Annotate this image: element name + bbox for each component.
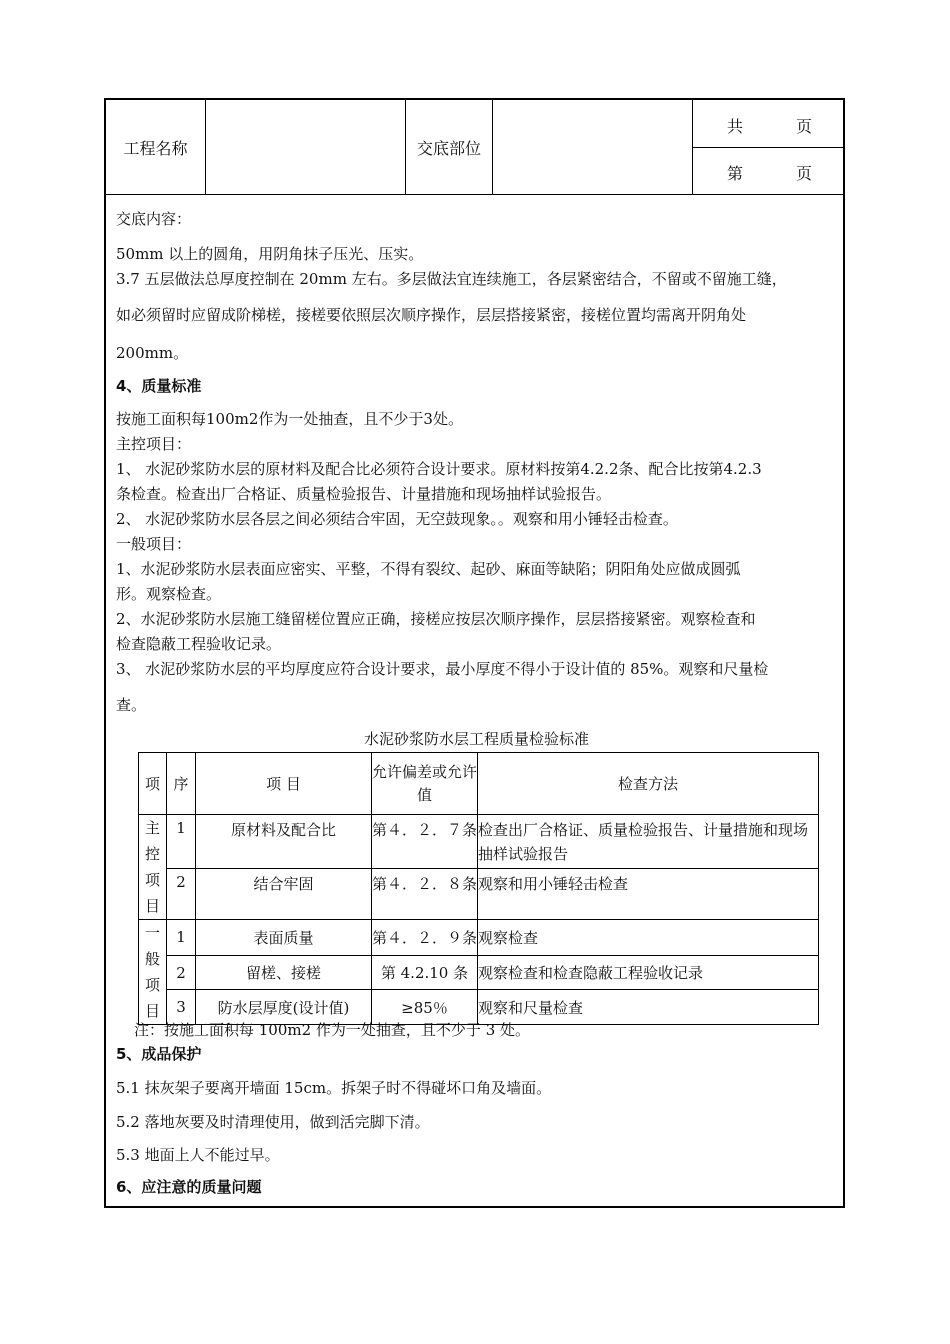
- section4-line: 按施工面积每100m2作为一处抽查，且不少于3处。: [116, 410, 463, 428]
- disclosure-position-label: 交底部位: [406, 100, 493, 194]
- row-tolerance: 第 4.2.10 条: [372, 955, 478, 990]
- section5-line: 5.2 落地灰要及时清理使用，做到活完脚下清。: [116, 1113, 430, 1131]
- section4-line: 一般项目：: [116, 535, 192, 553]
- section4-line: 2、水泥砂浆防水层施工缝留槎位置应正确，接槎应按层次顺序操作，层层搭接紧密。观察检查和: [116, 610, 756, 628]
- section5-line: 5.3 地面上人不能过早。: [116, 1146, 280, 1164]
- table-row: [139, 920, 819, 956]
- section4-line: 3、 水泥砂浆防水层的平均厚度应符合设计要求，最小厚度不得小于设计值的 85%。观察和尺量检: [116, 660, 769, 678]
- section4-line: 查。: [116, 696, 147, 714]
- row-seq: 2: [167, 868, 196, 919]
- row-method: 检查出厂合格证、质量检验报告、计量措施和现场抽样试验报告: [478, 815, 819, 869]
- section6-title: 6、应注意的质量问题: [116, 1178, 262, 1196]
- row-seq: 2: [167, 955, 196, 990]
- category-general: 一般项目: [139, 920, 167, 1025]
- table-row: [139, 868, 819, 919]
- row-seq: 3: [167, 990, 196, 1025]
- header-method: 检查方法: [478, 753, 819, 815]
- header-seq: 序: [167, 753, 196, 815]
- row-method: 观察检查: [478, 920, 819, 956]
- page-number-suffix: 页: [796, 164, 813, 183]
- section4-line: 2、 水泥砂浆防水层各层之间必须结合牢固，无空鼓现象。。观察和用小锤轻击检查。: [116, 510, 678, 528]
- page-number-cell: [693, 147, 843, 194]
- header-tolerance: 允许偏差或允许值: [372, 753, 478, 815]
- row-tolerance: 第４．２．８条: [372, 868, 478, 919]
- body-line: 50mm 以上的圆角，用阴角抹子压光、压实。: [116, 245, 424, 263]
- row-method: 观察和尺量检查: [478, 990, 819, 1025]
- row-tolerance: 第４．２．７条: [372, 815, 478, 869]
- quality-table-title: 水泥砂浆防水层工程质量检验标准: [363, 730, 589, 748]
- total-pages-cell: [693, 100, 843, 148]
- section5-line: 5.1 抹灰架子要离开墙面 15cm。拆架子时不得碰坏口角及墙面。: [116, 1079, 552, 1097]
- row-method: 观察检查和检查隐蔽工程验收记录: [478, 955, 819, 990]
- section4-line: 形。观察检查。: [116, 585, 222, 603]
- body-line: 3.7 五层做法总厚度控制在 20mm 左右。多层做法宜连续施工，各层紧密结合，不留或不留施工缝，: [116, 270, 787, 288]
- row-item: 防水层厚度(设计值): [196, 990, 372, 1025]
- table-row: [139, 955, 819, 990]
- table-row: [139, 815, 819, 869]
- row-seq: 1: [167, 920, 196, 956]
- body-line: 200mm。: [116, 344, 189, 362]
- section4-line: 1、 水泥砂浆防水层的原材料及配合比必须符合设计要求。原材料按第4.2.2条、配合比按第4.2.3: [116, 460, 762, 478]
- quality-table: [138, 752, 819, 1025]
- section4-line: 检查隐蔽工程验收记录。: [116, 635, 282, 653]
- intro-label: 交底内容：: [116, 210, 192, 228]
- total-pages-suffix: 页: [796, 117, 813, 136]
- section4-line: 条检查。检查出厂合格证、质量检验报告、计量措施和现场抽样试验报告。: [116, 485, 612, 503]
- section4-line: 1、水泥砂浆防水层表面应密实、平整，不得有裂纹、起砂、麻面等缺陷；阴阳角处应做成圆弧: [116, 560, 741, 578]
- header-item: 项 目: [196, 753, 372, 815]
- table-note: 注：按施工面积每 100m2 作为一处抽查，且不少于 3 处。: [134, 1021, 531, 1039]
- page-number-prefix: 第: [727, 164, 744, 183]
- row-seq: 1: [167, 815, 196, 869]
- form-header: [106, 100, 843, 195]
- row-item: 留槎、接槎: [196, 955, 372, 990]
- disclosure-position-value: [493, 100, 693, 194]
- section4-title: 4、质量标准: [116, 377, 202, 395]
- section4-line: 主控项目：: [116, 435, 192, 453]
- row-item: 表面质量: [196, 920, 372, 956]
- project-name-value: [206, 100, 406, 194]
- row-item: 原材料及配合比: [196, 815, 372, 869]
- table-header-row: [139, 753, 819, 815]
- row-tolerance: 第４．２．９条: [372, 920, 478, 956]
- body-line: 如必须留时应留成阶梯槎，接槎要依照层次顺序操作，层层搭接紧密，接槎位置均需离开阴角处: [116, 306, 747, 324]
- disclosure-form: [104, 98, 845, 1208]
- row-item: 结合牢固: [196, 868, 372, 919]
- section5-title: 5、成品保护: [116, 1045, 202, 1063]
- row-tolerance: ≥85％: [372, 990, 478, 1025]
- project-name-label: 工程名称: [106, 100, 206, 194]
- row-method: 观察和用小锤轻击检查: [478, 868, 819, 919]
- category-main-control: 主控项目: [139, 815, 167, 920]
- total-pages-prefix: 共: [727, 117, 744, 136]
- header-category: 项: [139, 753, 167, 815]
